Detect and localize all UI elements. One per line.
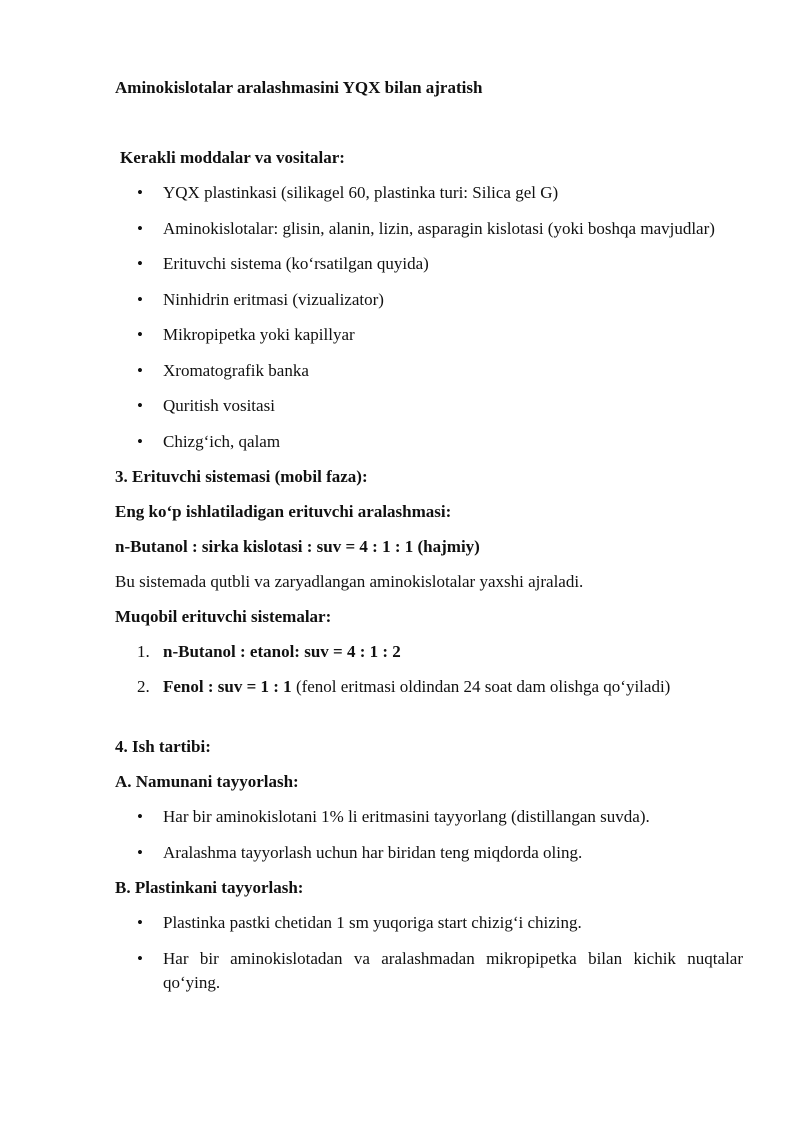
alternative-solvents-list (115, 640, 743, 699)
solvent-formula: n-Butanol : sirka kislotasi : suv = 4 : 1 : 1 (hajmiy) (115, 537, 480, 556)
list-item: • Quritish vositasi (163, 394, 743, 418)
list-item: • Xromatografik banka (163, 359, 743, 383)
list-item: • Har bir aminokislotani 1% li eritmasini tayyorlang (distillangan suvda). (163, 805, 743, 829)
solvent-heading: 3. Erituvchi sistemasi (mobil faza): (115, 467, 368, 486)
alternative-solvents-heading: Muqobil erituvchi sistemalar: (115, 607, 332, 626)
list-marker: 2. (137, 676, 150, 696)
document-title: Aminokislotalar aralashmasini YQX bilan ajratish (115, 78, 483, 97)
alt-solvent-note: (fenol eritmasi oldindan 24 soat dam olishga qo‘yiladi) (291, 676, 671, 696)
list-item (137, 675, 743, 699)
alt-solvent-formula: n-Butanol : etanol: suv = 4 : 1 : 2 (163, 642, 401, 661)
equipment-list (115, 181, 743, 454)
list-marker: 1. (137, 642, 150, 661)
list-item: • Mikropipetka yoki kapillyar (163, 323, 743, 347)
sample-prep-list (115, 805, 743, 865)
list-item: • Har bir aminokislotadan va aralashmadan mikropipetka bilan kichik nuqtalar qo‘ying. (163, 947, 743, 995)
equipment-heading: Kerakli moddalar va vositalar: (120, 148, 345, 167)
plate-prep-heading: B. Plastinkani tayyorlash: (115, 878, 304, 897)
list-item: • Erituvchi sistema (ko‘rsatilgan quyida) (163, 252, 743, 276)
sample-prep-heading: A. Namunani tayyorlash: (115, 772, 299, 791)
alt-solvent-formula: Fenol : suv = 1 : 1 (163, 676, 292, 696)
solvent-note: Bu sistemada qutbli va zaryadlangan aminokislotalar yaxshi ajraladi. (115, 572, 584, 591)
list-item: • Aminokislotalar: glisin, alanin, lizin, asparagin kislotasi (yoki boshqa mavjudlar) (163, 217, 743, 241)
procedure-heading: 4. Ish tartibi: (115, 737, 211, 756)
list-item (137, 640, 743, 664)
list-item: • Ninhidrin eritmasi (vizualizator) (163, 288, 743, 312)
document-content (115, 76, 743, 1006)
list-item: • Aralashma tayyorlash uchun har biridan teng miqdorda oling. (163, 841, 743, 865)
list-item: • Chizg‘ich, qalam (163, 430, 743, 454)
plate-prep-list (115, 911, 743, 995)
common-solvent-heading: Eng ko‘p ishlatiladigan erituvchi aralashmasi: (115, 502, 452, 521)
list-item: • YQX plastinkasi (silikagel 60, plastinka turi: Silica gel G) (163, 181, 743, 205)
list-item: • Plastinka pastki chetidan 1 sm yuqoriga start chizig‘i chizing. (163, 911, 743, 935)
